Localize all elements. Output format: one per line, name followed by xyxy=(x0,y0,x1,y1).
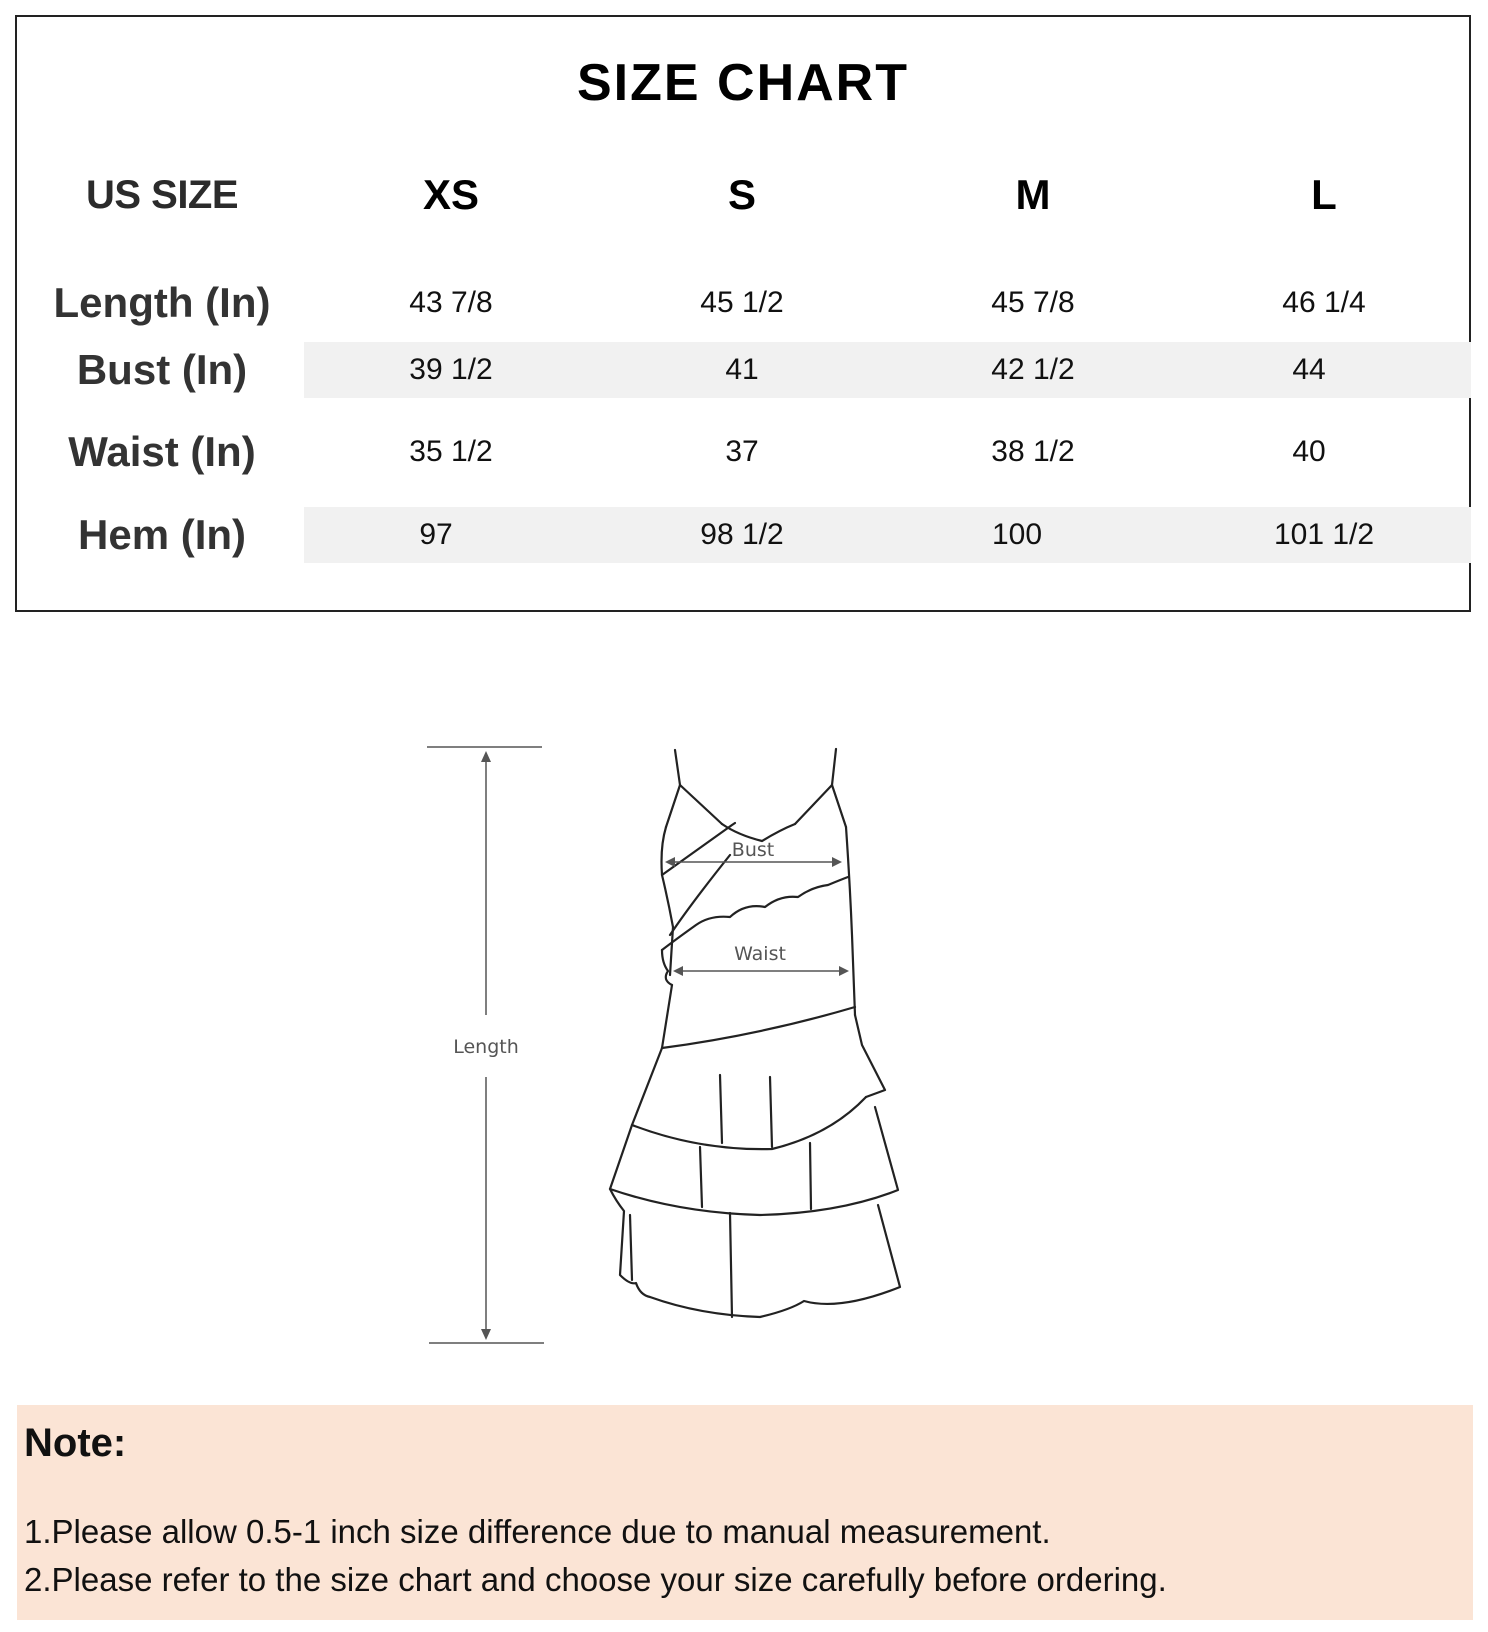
table-cell: 40 xyxy=(1292,435,1326,468)
bust-label: Bust xyxy=(731,839,775,861)
size-header-xs: XS xyxy=(422,171,480,218)
size-chart-table xyxy=(15,15,1471,612)
us-size-header: US SIZE xyxy=(85,173,239,217)
table-cell: 100 xyxy=(991,518,1043,551)
table-cell: 46 1/4 xyxy=(1282,286,1366,319)
table-cell: 45 7/8 xyxy=(991,286,1075,319)
length-label: Length xyxy=(453,1036,519,1058)
arrow-right-icon xyxy=(832,857,842,867)
row-label-waist: Waist (In) xyxy=(68,428,256,475)
note-line-1: 1.Please allow 0.5-1 inch size difference due to manual measurement. xyxy=(24,1513,1051,1550)
waist-label: Waist xyxy=(734,943,786,965)
table-cell: 41 xyxy=(725,353,759,386)
dress-outline xyxy=(610,749,900,1317)
table-cell: 38 1/2 xyxy=(991,435,1075,468)
size-header-l: L xyxy=(1311,171,1337,218)
arrow-left-icon xyxy=(673,966,683,976)
table-cell: 39 1/2 xyxy=(409,353,493,386)
table-cell: 37 xyxy=(725,435,759,468)
table-cell: 35 1/2 xyxy=(409,435,493,468)
size-header-s: S xyxy=(727,171,756,218)
arrow-down-icon xyxy=(481,1329,491,1340)
arrow-up-icon xyxy=(481,751,491,762)
table-cell: 101 1/2 xyxy=(1273,518,1375,551)
table-cell: 43 7/8 xyxy=(409,286,493,319)
note-title: Note: xyxy=(24,1421,127,1465)
table-cell: 44 xyxy=(1292,353,1326,386)
chart-title: SIZE CHART xyxy=(577,54,909,112)
arrow-left-icon xyxy=(665,857,675,867)
table-cell: 42 1/2 xyxy=(991,353,1075,386)
size-header-m: M xyxy=(1015,171,1051,218)
row-label-bust: Bust (In) xyxy=(76,346,248,393)
note-line-2: 2.Please refer to the size chart and choose your size carefully before ordering. xyxy=(24,1561,1167,1598)
table-cell: 98 1/2 xyxy=(700,518,784,551)
table-cell: 97 xyxy=(419,518,453,551)
table-cell: 45 1/2 xyxy=(700,286,784,319)
row-label-length: Length (In) xyxy=(53,279,271,326)
arrow-right-icon xyxy=(839,966,849,976)
note-box xyxy=(17,1405,1473,1620)
dress-measurement-diagram xyxy=(400,735,920,1355)
row-label-hem: Hem (In) xyxy=(78,511,246,558)
